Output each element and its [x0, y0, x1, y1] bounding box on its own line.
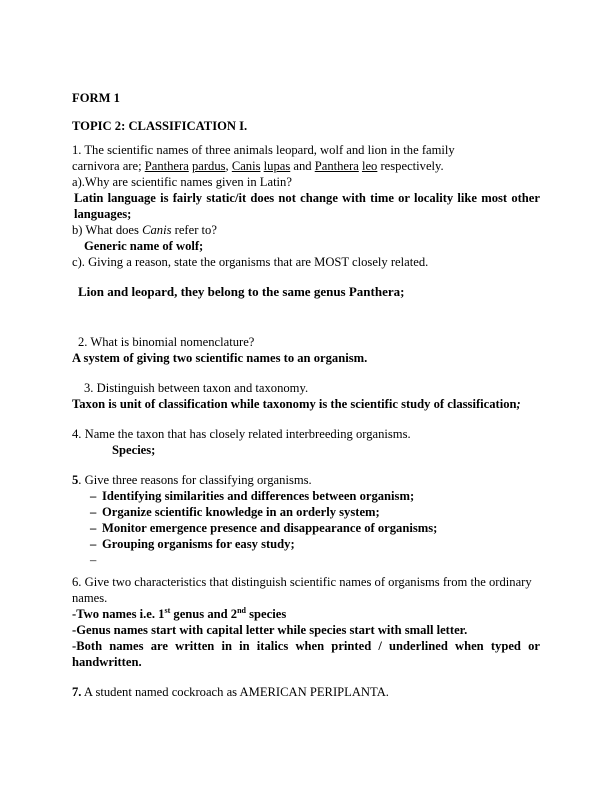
- q6-a1-sup-nd: nd: [237, 605, 246, 615]
- question-3: [72, 380, 540, 412]
- q5-reason-text: Identifying similarities and differences between organism;: [102, 489, 415, 503]
- q5-reason-1: [72, 488, 540, 504]
- q7-number: 7.: [72, 685, 82, 699]
- question-1: [72, 142, 540, 300]
- q1a-answer: Latin language is fairly static/it does not change with time or locality like most other languages;: [74, 191, 540, 221]
- q1-intro-line2: carnivora are; Panthera pardus, Canis lupas and Panthera leo respectively.: [72, 159, 444, 173]
- q3-question: 3. Distinguish between taxon and taxonomy.: [84, 381, 309, 395]
- genus-panthera-2: Panthera: [314, 159, 359, 173]
- q5-reason-text: Grouping organisms for easy study;: [102, 537, 295, 551]
- q4-question: 4. Name the taxon that has closely related interbreeding organisms.: [72, 427, 411, 441]
- q5-question: [72, 472, 540, 488]
- q5-number: 5: [72, 473, 79, 487]
- q5-reason-3: [72, 520, 540, 536]
- question-2: [72, 334, 540, 366]
- q7-text: A student named cockroach as AMERICAN PERIPLANTA.: [81, 685, 389, 699]
- question-6: [72, 574, 540, 670]
- dash-bullet: –: [90, 537, 97, 551]
- q1b-italic-canis: Canis: [142, 223, 172, 237]
- q3-answer: [72, 396, 540, 412]
- q2-question: 2. What is binomial nomenclature?: [78, 335, 255, 349]
- q3-answer-tail: ;: [516, 397, 521, 411]
- q6-answer-2: -Genus names start with capital letter while species start with small letter.: [72, 623, 468, 637]
- q3-answer-text: Taxon is unit of classification while taxonomy is the scientific study of classification: [72, 397, 517, 411]
- q1-text-carnivora: carnivora are;: [72, 159, 145, 173]
- q6-a1-post: species: [246, 607, 287, 621]
- q1-respectively: respectively.: [377, 159, 444, 173]
- dash-bullet: –: [90, 489, 97, 503]
- q1-and: and: [290, 159, 315, 173]
- q6-a1-mid: genus and 2: [170, 607, 238, 621]
- q6-answer-3: -Both names are written in in italics when printed / underlined when typed or handwritten.: [72, 639, 540, 669]
- genus-panthera: Panthera: [144, 159, 189, 173]
- q7-question: [72, 684, 540, 700]
- q1b-suffix: refer to?: [171, 223, 217, 237]
- q5-reason-2: [72, 504, 540, 520]
- q6-question: 6. Give two characteristics that distinguish scientific names of organisms from the ordinary names.: [72, 575, 532, 605]
- q1c-question: c). Giving a reason, state the organisms that are MOST closely related.: [72, 255, 429, 269]
- q1a-question: a).Why are scientific names given in Latin?: [72, 175, 292, 189]
- q1-intro-line1: 1. The scientific names of three animals leopard, wolf and lion in the family: [72, 143, 455, 157]
- q1b-answer: Generic name of wolf;: [84, 239, 204, 253]
- genus-canis: Canis: [231, 159, 261, 173]
- q6-a1-sup-st: st: [164, 605, 171, 615]
- q2-answer: A system of giving two scientific names to an organism.: [72, 351, 368, 365]
- document-page: [72, 90, 540, 700]
- q5-reason-text: Organize scientific knowledge in an orderly system;: [102, 505, 380, 519]
- q4-answer: Species;: [112, 443, 156, 457]
- dash-bullet: –: [90, 521, 97, 535]
- form-heading: FORM 1: [72, 91, 120, 105]
- q1c-answer: Lion and leopard, they belong to the same genus Panthera;: [78, 284, 405, 299]
- question-5: [72, 472, 540, 568]
- question-4: [72, 426, 540, 458]
- species-pardus: pardus: [191, 159, 226, 173]
- q1b-question: [72, 222, 540, 238]
- dash-bullet: –: [90, 505, 97, 519]
- q5-question-text: . Give three reasons for classifying organisms.: [78, 473, 312, 487]
- q5-empty-bullet: [72, 552, 540, 568]
- species-lupas: lupas: [263, 159, 291, 173]
- q6-answer-1: [72, 606, 540, 622]
- q6-a1-pre: -Two names i.e. 1: [72, 607, 165, 621]
- q5-reason-4: [72, 536, 540, 552]
- species-leo: leo: [361, 159, 378, 173]
- topic-heading: TOPIC 2: CLASSIFICATION I.: [72, 119, 248, 133]
- q5-reason-text: Monitor emergence presence and disappearance of organisms;: [102, 521, 438, 535]
- question-7: [72, 684, 540, 700]
- q1b-prefix: b) What does: [72, 223, 143, 237]
- dash-bullet: –: [90, 553, 97, 567]
